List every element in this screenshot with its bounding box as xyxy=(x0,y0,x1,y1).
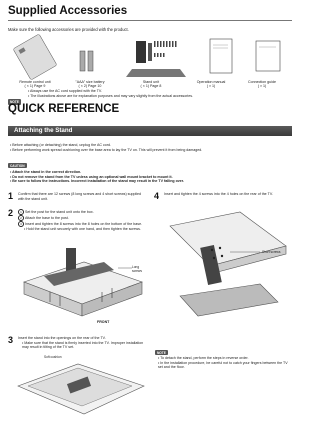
manual-icon xyxy=(210,39,232,73)
note2-text xyxy=(158,356,292,370)
guide-icon xyxy=(256,41,280,71)
step-number: 2 xyxy=(8,208,14,218)
sub-text: Set the post for the stand unit onto the box. xyxy=(25,210,94,214)
accessory-stand xyxy=(123,80,179,89)
sub-number: 2 xyxy=(18,215,24,221)
tv-rear-illustration xyxy=(160,206,294,326)
accessory-name: Stand unit xyxy=(142,80,160,84)
caution-list xyxy=(10,170,292,184)
note-line: • To detach the stand, perform the steps in reverse order. xyxy=(158,356,249,360)
step-number: 1 xyxy=(8,191,14,201)
accessory-name: Remote control unit xyxy=(19,80,51,84)
accessory-qty: ( × 1) Page 9 xyxy=(24,84,46,89)
accessory-remote xyxy=(7,80,63,89)
step1-text: Confirm that there are 12 screws (8 long screws and 4 short screws) supplied with the stand unit. xyxy=(18,192,142,201)
accessory-qty: ( × 1) xyxy=(206,84,216,89)
sub-number: 3 xyxy=(18,221,24,227)
step-number: 3 xyxy=(8,335,14,345)
prep-line: • Before attaching (or detaching) the stand, unplug the AC cord. xyxy=(10,143,111,147)
label-soft-cushion: Soft cushion xyxy=(44,355,62,359)
label-long-screws: Long screws xyxy=(132,265,142,273)
note-line: • Always use the AC cord supplied with the TV. xyxy=(28,89,102,93)
section-bar: Attaching the Stand xyxy=(8,126,292,136)
accessory-name: Connection guide xyxy=(248,80,276,84)
intro-text: Make sure the following accessories are provided with the product. xyxy=(8,27,129,32)
accessory-name: "AAA" size battery xyxy=(75,80,105,84)
accessory-manual xyxy=(183,80,239,89)
step4-text: Insert and tighten the 4 screws into the 4 holes on the rear of the TV. xyxy=(164,192,273,196)
stand-unit-icon xyxy=(126,41,186,77)
accessory-battery xyxy=(62,80,118,89)
label-short-screws: Short screws xyxy=(262,250,281,254)
note-badge: NOTE xyxy=(10,100,19,104)
accessory-qty: ( × 1) xyxy=(257,84,267,89)
prep-list xyxy=(10,143,292,152)
step3-main: Insert the stand into the openings on the rear of the TV. xyxy=(18,336,106,340)
note-line: • In the installation procedure, be careful not to catch your fingers between the TV set and the floor. xyxy=(158,360,288,370)
step-number: 4 xyxy=(154,191,160,201)
step3-text xyxy=(18,336,148,350)
title-rule xyxy=(8,20,292,21)
step2-text xyxy=(18,209,148,232)
note-line: • The illustrations above are for explanation purposes and may vary slightly from the actual accessories. xyxy=(28,93,193,98)
accessory-qty: ( × 1) Page 8 xyxy=(140,84,162,89)
battery-icon xyxy=(80,51,93,71)
caution-line: • Be sure to follow the instructions. Incorrect installation of the stand may result in the TV falling over. xyxy=(10,179,184,184)
label-front: FRONT xyxy=(97,320,110,324)
sub-text: Attach the base to the post. xyxy=(25,216,69,220)
sub-text: Insert and tighten the 8 screws into the 8 holes on the bottom of the base. xyxy=(25,222,143,226)
tv-on-cushion-illustration xyxy=(14,360,148,418)
caution-line: • Do not remove the stand from the TV unless using an optional wall mount bracket to mount it. xyxy=(10,174,173,179)
accessories-illustration xyxy=(8,33,292,81)
prep-line: • Before performing work spread cushioning over the base area to lay the TV on. This will prevent it from being damaged. xyxy=(10,147,203,152)
step2-bullet: • Hold the stand unit securely with one hand, and then tighten the screws. xyxy=(24,227,141,231)
quick-reference-title: QUICK REFERENCE xyxy=(8,103,120,115)
sub-number: 1 xyxy=(18,209,24,215)
note-text xyxy=(28,89,288,98)
accessory-qty: ( × 2) Page 10 xyxy=(78,84,102,89)
accessory-guide xyxy=(234,80,290,89)
caution-badge: CAUTION xyxy=(10,163,25,168)
accessory-name: Operation manual xyxy=(196,80,226,84)
stand-assembly-illustration xyxy=(14,242,148,322)
remote-control-icon xyxy=(13,34,57,80)
page-title: Supplied Accessories xyxy=(8,5,128,17)
note-badge: NOTE xyxy=(157,350,166,355)
step3-bullet: • Make sure that the stand is firmly inserted into the TV. Improper installation may result in tilting of the TV set. xyxy=(22,340,144,350)
caution-line: • Attach the stand in the correct direction. xyxy=(10,170,82,174)
